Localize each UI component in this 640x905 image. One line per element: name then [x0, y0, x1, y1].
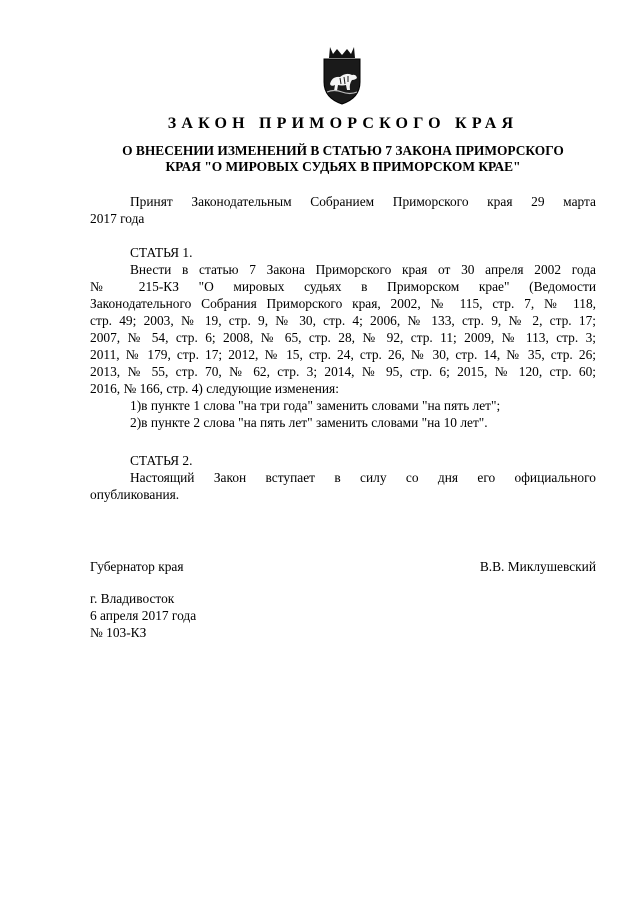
article-1-item-1: 1)в пункте 1 слова "на три года" заменить словами "на пять лет"; — [130, 398, 501, 413]
article-2-heading: СТАТЬЯ 2. — [130, 453, 193, 468]
footer-law-number: № 103-КЗ — [90, 625, 147, 640]
signatory-position: Губернатор края — [90, 559, 184, 574]
article-2-line-1: Настоящий Закон вступает в силу со дня его официального — [130, 470, 596, 485]
article-1-line: 2013, № 55, стр. 70, № 62, стр. 3; 2014, № 95, стр. 6; 2015, № 120, стр. 60; — [90, 364, 596, 379]
article-1-line: Законодательного Собрания Приморского края, 2002, № 115, стр. 7, № 118, — [90, 296, 596, 311]
adoption-line-2: 2017 года — [90, 211, 145, 226]
subtitle-line-1: О ВНЕСЕНИИ ИЗМЕНЕНИЙ В СТАТЬЮ 7 ЗАКОНА ПРИМОРСКОГО — [122, 143, 564, 158]
article-1-line: 2007, № 54, стр. 6; 2008, № 65, стр. 28, № 92, стр. 11; 2009, № 113, стр. 3; — [90, 330, 596, 345]
article-1-line: № 215-КЗ "О мировых судьях в Приморском крае" (Ведомости — [90, 279, 596, 294]
footer-city: г. Владивосток — [90, 591, 175, 606]
document-page — [90, 0, 596, 905]
signatory-name: В.В. Миклушевский — [479, 559, 596, 574]
article-1-line: стр. 49; 2003, № 19, стр. 9, № 30, стр. 4; 2006, № 133, стр. 9, № 2, стр. 17; — [90, 313, 596, 328]
document-footer — [90, 590, 196, 641]
article-1-line: Внести в статью 7 Закона Приморского края от 30 апреля 2002 года — [130, 262, 596, 277]
article-1-heading: СТАТЬЯ 1. — [130, 245, 193, 260]
article-1-line: 2016, № 166, стр. 4) следующие изменения: — [90, 381, 339, 396]
article-2-line-2: опубликования. — [90, 487, 180, 502]
law-title: ЗАКОН ПРИМОРСКОГО КРАЯ — [167, 115, 519, 132]
coat-of-arms-primorsky-icon — [316, 44, 368, 106]
article-2 — [90, 452, 596, 503]
adoption-paragraph — [90, 193, 596, 227]
article-1-item-2: 2)в пункте 2 слова "на пять лет" заменить словами "на 10 лет". — [130, 415, 488, 430]
law-subtitle — [90, 143, 596, 175]
article-1 — [90, 244, 596, 431]
adoption-line-1: Принят Законодательным Собранием Приморского края 29 марта — [130, 194, 596, 209]
subtitle-line-2: КРАЯ "О МИРОВЫХ СУДЬЯХ В ПРИМОРСКОМ КРАЕ" — [165, 159, 521, 174]
article-1-line: 2011, № 179, стр. 17; 2012, № 15, стр. 24, стр. 26, № 30, стр. 14, № 35, стр. 26; — [90, 347, 596, 362]
footer-date: 6 апреля 2017 года — [90, 608, 197, 623]
